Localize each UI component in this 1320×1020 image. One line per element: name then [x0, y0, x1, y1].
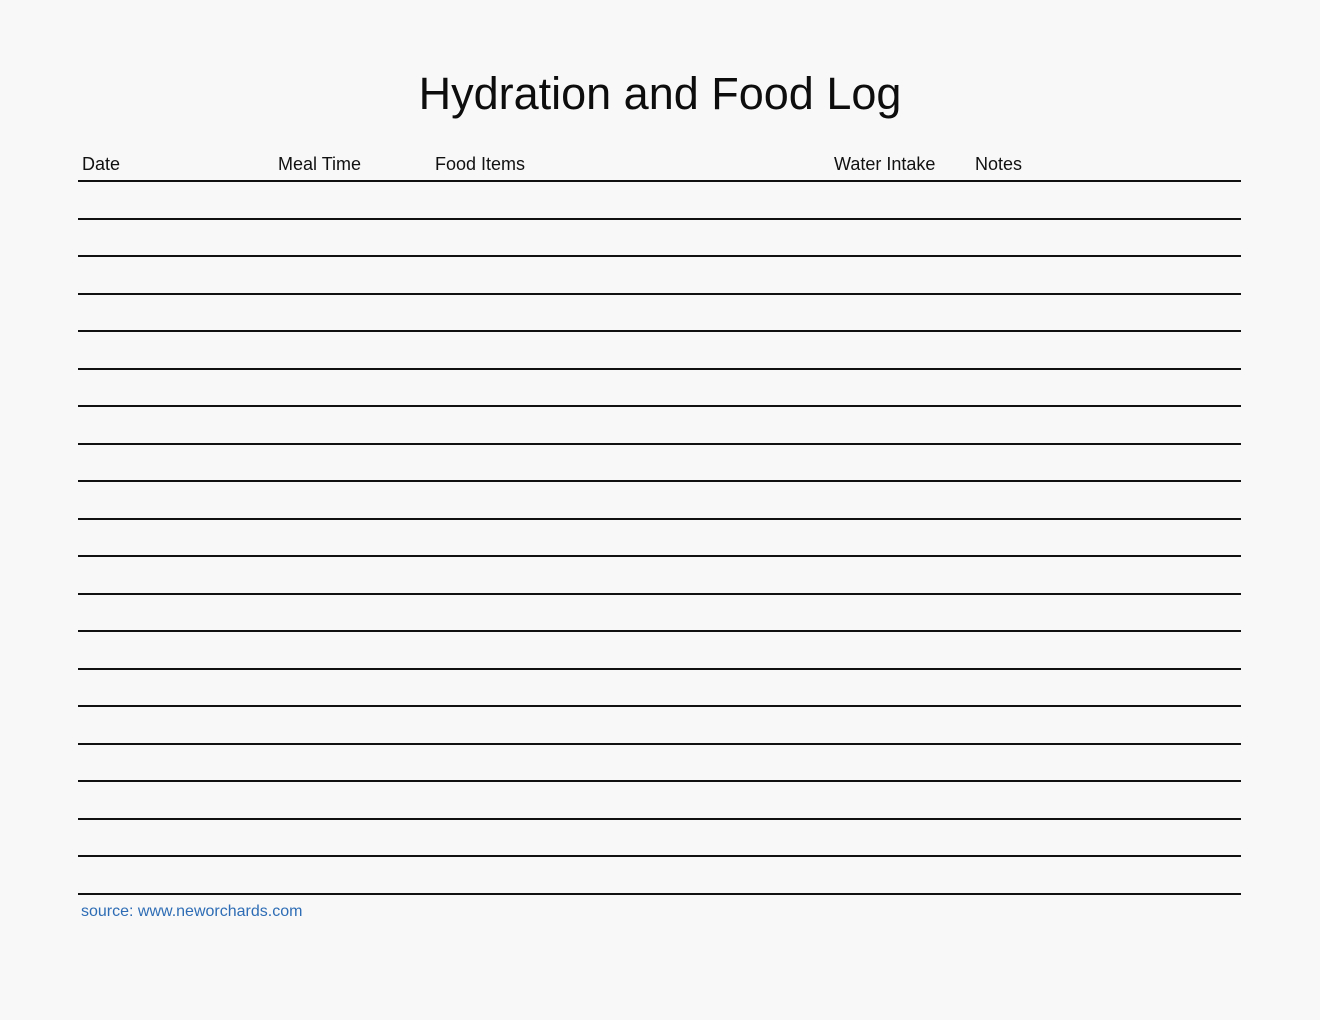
- table-row: [78, 370, 1241, 408]
- table-row: [78, 557, 1241, 595]
- column-header-meal-time: Meal Time: [278, 154, 362, 174]
- page-title: Hydration and Food Log: [418, 68, 902, 119]
- source-link[interactable]: source: www.neworchards.com: [81, 903, 303, 920]
- table-row: [78, 182, 1241, 220]
- table-row: [78, 745, 1241, 783]
- table-row: [78, 595, 1241, 633]
- table-header: [78, 150, 1241, 182]
- column-header-date: Date: [82, 154, 121, 174]
- column-header-food-items: Food Items: [435, 154, 526, 174]
- log-table: [78, 150, 1241, 895]
- table-row: [78, 670, 1241, 708]
- table-row: [78, 707, 1241, 745]
- table-row: [78, 407, 1241, 445]
- table-row: [78, 257, 1241, 295]
- table-row: [78, 482, 1241, 520]
- table-body: [78, 182, 1241, 895]
- table-row: [78, 445, 1241, 483]
- table-row: [78, 632, 1241, 670]
- table-row: [78, 295, 1241, 333]
- table-row: [78, 220, 1241, 258]
- table-row: [78, 332, 1241, 370]
- column-header-water-intake: Water Intake: [834, 154, 936, 174]
- table-row: [78, 782, 1241, 820]
- column-header-notes: Notes: [975, 154, 1023, 174]
- table-row: [78, 520, 1241, 558]
- table-row: [78, 820, 1241, 858]
- table-row: [78, 857, 1241, 895]
